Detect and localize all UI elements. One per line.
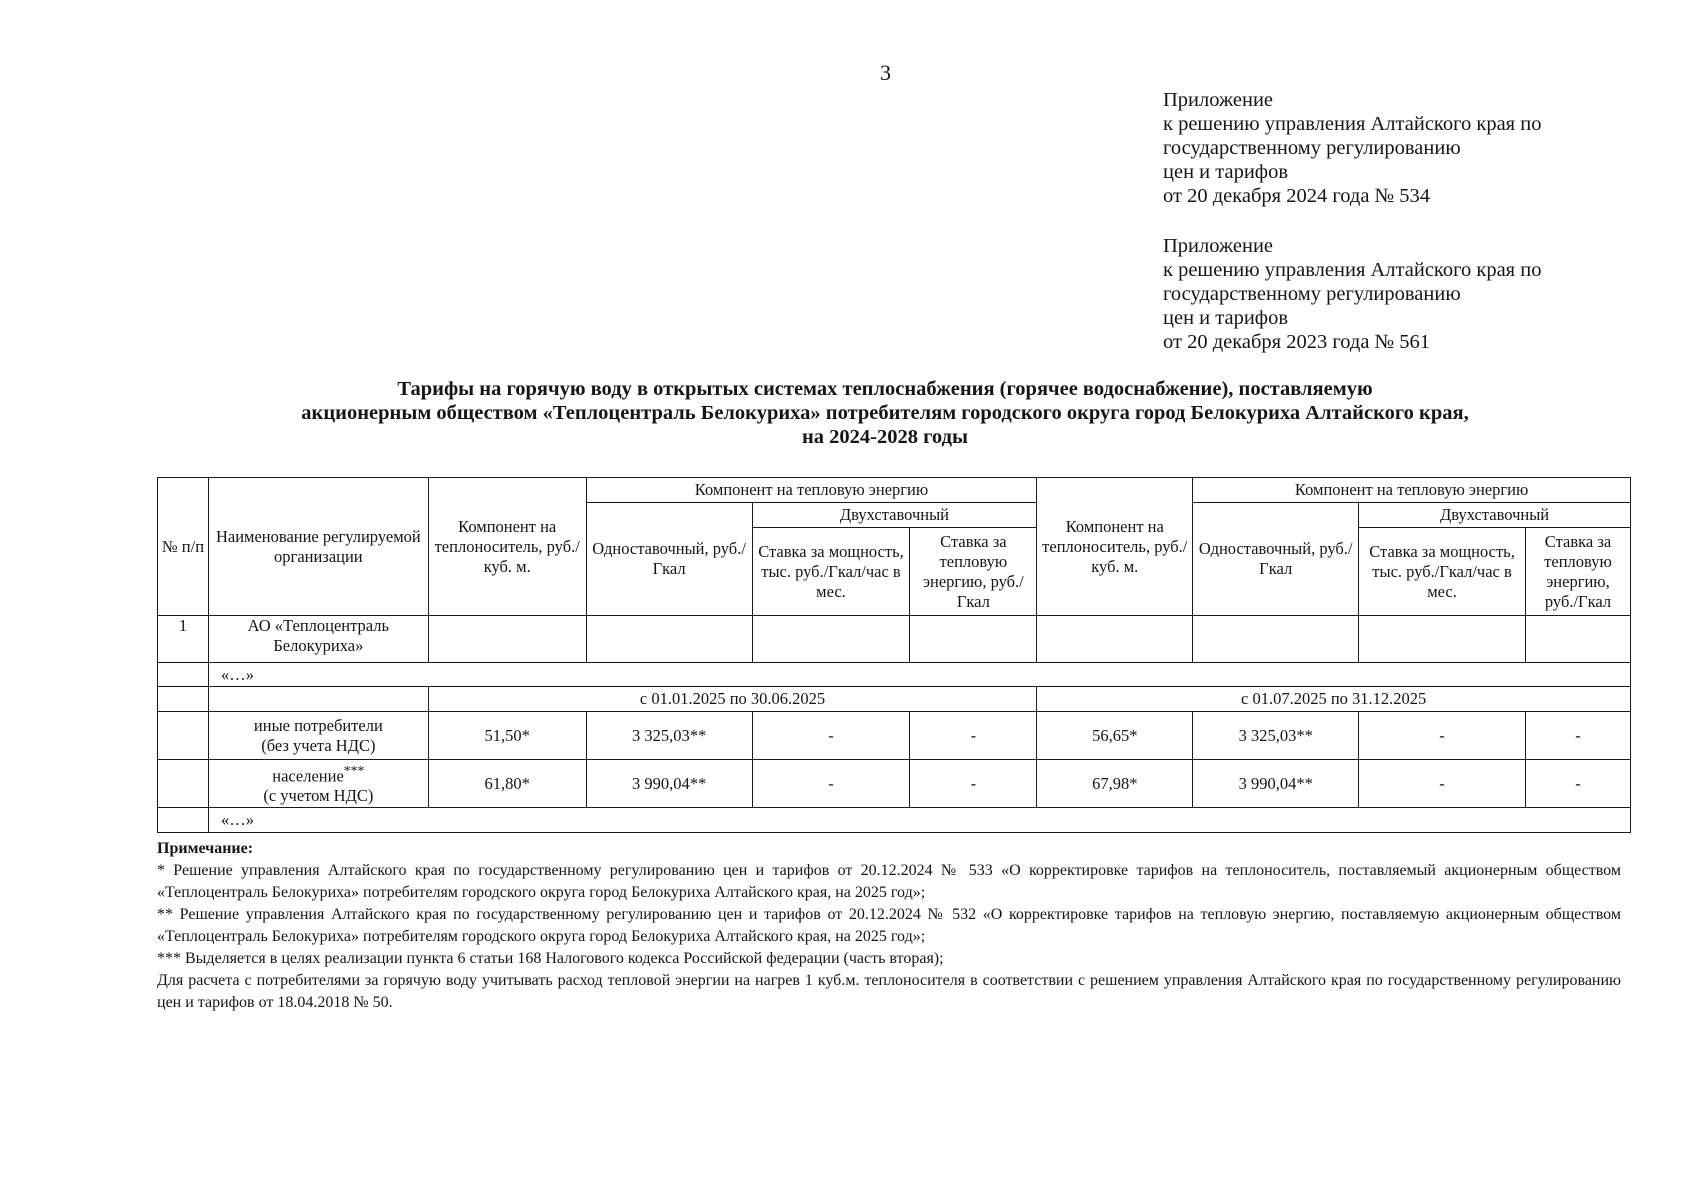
period-second-half: с 01.07.2025 по 31.12.2025 [1037, 687, 1631, 712]
header-carrier-2: Компонент на теплоноситель, руб./куб. м. [1037, 478, 1193, 616]
annex-block-2024 [1163, 88, 1541, 208]
consumer-name-line: население [272, 766, 344, 786]
single-rate-value: 3 990,04** [586, 760, 752, 808]
annex-line: от 20 декабря 2024 года № 534 [1163, 185, 1430, 207]
capacity-rate-value: - [1359, 712, 1526, 760]
carrier-value: 61,80* [428, 760, 586, 808]
document-title [150, 377, 1620, 449]
header-single-1: Одноставочный, руб./Гкал [586, 503, 752, 616]
header-energy-group-2: Компонент на тепловую энергию [1193, 478, 1631, 503]
note-item: *** Выделяется в целях реализации пункта 6 статьи 168 Налогового кодекса Российской федерации (часть вторая); [157, 950, 944, 967]
header-carrier-1: Компонент на теплоноситель, руб./куб. м. [428, 478, 586, 616]
consumer-name-line: (с учетом НДС) [263, 786, 374, 806]
annex-line: государственному регулированию [1163, 137, 1461, 159]
note-item: Для расчета с потребителями за горячую воду учитывать расход тепловой энергии на нагрев 1 куб.м. теплоносителя в соответствии с решением управления Алтайского края по государственному регулированию цен и тарифов от 18.04.2018 № 50. [157, 972, 1621, 1011]
consumer-name [208, 712, 428, 760]
consumer-name-line: иные потребители [253, 715, 383, 735]
single-rate-value: 3 325,03** [586, 712, 752, 760]
ellipsis-row [158, 663, 1631, 687]
page-number: 3 [880, 60, 891, 85]
footnote-mark: *** [343, 762, 365, 778]
table-row [158, 760, 1631, 808]
ellipsis-row [158, 808, 1631, 833]
annex-line: цен и тарифов [1163, 161, 1289, 183]
notes-heading: Примечание: [157, 840, 254, 857]
header-two-part-1: Двухставочный [752, 503, 1037, 528]
energy-rate-value: - [1525, 712, 1630, 760]
carrier-value: 67,98* [1037, 760, 1193, 808]
header-capacity-2: Ставка за мощность, тыс. руб./Гкал/час в мес. [1359, 528, 1526, 616]
org-row [158, 616, 1631, 663]
annex-line: Приложение [1163, 89, 1274, 111]
header-energy-group-1: Компонент на тепловую энергию [586, 478, 1037, 503]
header-two-part-2: Двухставочный [1359, 503, 1631, 528]
header-capacity-1: Ставка за мощность, тыс. руб./Гкал/час в мес. [752, 528, 910, 616]
note-item: * Решение управления Алтайского края по государственному регулированию цен и тарифов от 20.12.2024 № 533 «О корректировке тарифов на теплоноситель, поставляемый акционерным обществом «Теплоцентраль Белокуриха» потребителям городского округа город Белокуриха Алтайского края, на 2025 год»; [157, 862, 1621, 901]
annex-line: от 20 декабря 2023 года № 561 [1163, 331, 1430, 353]
notes-section [157, 838, 1621, 1014]
tariff-table [157, 477, 1631, 833]
title-line: Тарифы на горячую воду в открытых системах теплоснабжения (горячее водоснабжение), поставляемую [397, 378, 1373, 400]
note-item: ** Решение управления Алтайского края по государственному регулированию цен и тарифов от 20.12.2024 № 532 «О корректировке тарифов на тепловую энергию, поставляемую акционерным обществом «Теплоцентраль Белокуриха» потребителям городского округа город Белокуриха Алтайского края, на 2025 год»; [157, 906, 1621, 945]
header-energy-rate-2: Ставка за тепловую энергию, руб./Гкал [1525, 528, 1630, 616]
annex-line: цен и тарифов [1163, 307, 1289, 329]
annex-block-2023 [1163, 234, 1541, 354]
annex-line: государственному регулированию [1163, 283, 1461, 305]
annex-line: к решению управления Алтайского края по [1163, 259, 1542, 281]
consumer-name [208, 760, 428, 808]
header-org: Наименование регулируемой организации [208, 478, 428, 616]
ellipsis-cell: «…» [208, 663, 1630, 687]
capacity-rate-value: - [1359, 760, 1526, 808]
header-energy-rate-1: Ставка за тепловую энергию, руб./Гкал [910, 528, 1037, 616]
org-name: АО «Теплоцентраль Белокуриха» [208, 616, 428, 663]
title-line: на 2024-2028 годы [802, 426, 968, 448]
header-row-1 [158, 478, 1631, 503]
period-row [158, 687, 1631, 712]
single-rate-value: 3 990,04** [1193, 760, 1359, 808]
capacity-rate-value: - [752, 712, 910, 760]
header-num: № п/п [158, 478, 209, 616]
energy-rate-value: - [910, 712, 1037, 760]
header-single-2: Одноставочный, руб./Гкал [1193, 503, 1359, 616]
single-rate-value: 3 325,03** [1193, 712, 1359, 760]
title-line: акционерным обществом «Теплоцентраль Белокуриха» потребителям городского округа город Белокуриха Алтайского края, [301, 402, 1469, 424]
period-first-half: с 01.01.2025 по 30.06.2025 [428, 687, 1037, 712]
annex-line: Приложение [1163, 235, 1274, 257]
ellipsis-cell: «…» [208, 808, 1630, 833]
annex-line: к решению управления Алтайского края по [1163, 113, 1542, 135]
capacity-rate-value: - [752, 760, 910, 808]
table-row [158, 712, 1631, 760]
consumer-name-line: (без учета НДС) [261, 735, 376, 755]
energy-rate-value: - [1525, 760, 1630, 808]
org-number: 1 [158, 616, 209, 663]
energy-rate-value: - [910, 760, 1037, 808]
carrier-value: 51,50* [428, 712, 586, 760]
carrier-value: 56,65* [1037, 712, 1193, 760]
